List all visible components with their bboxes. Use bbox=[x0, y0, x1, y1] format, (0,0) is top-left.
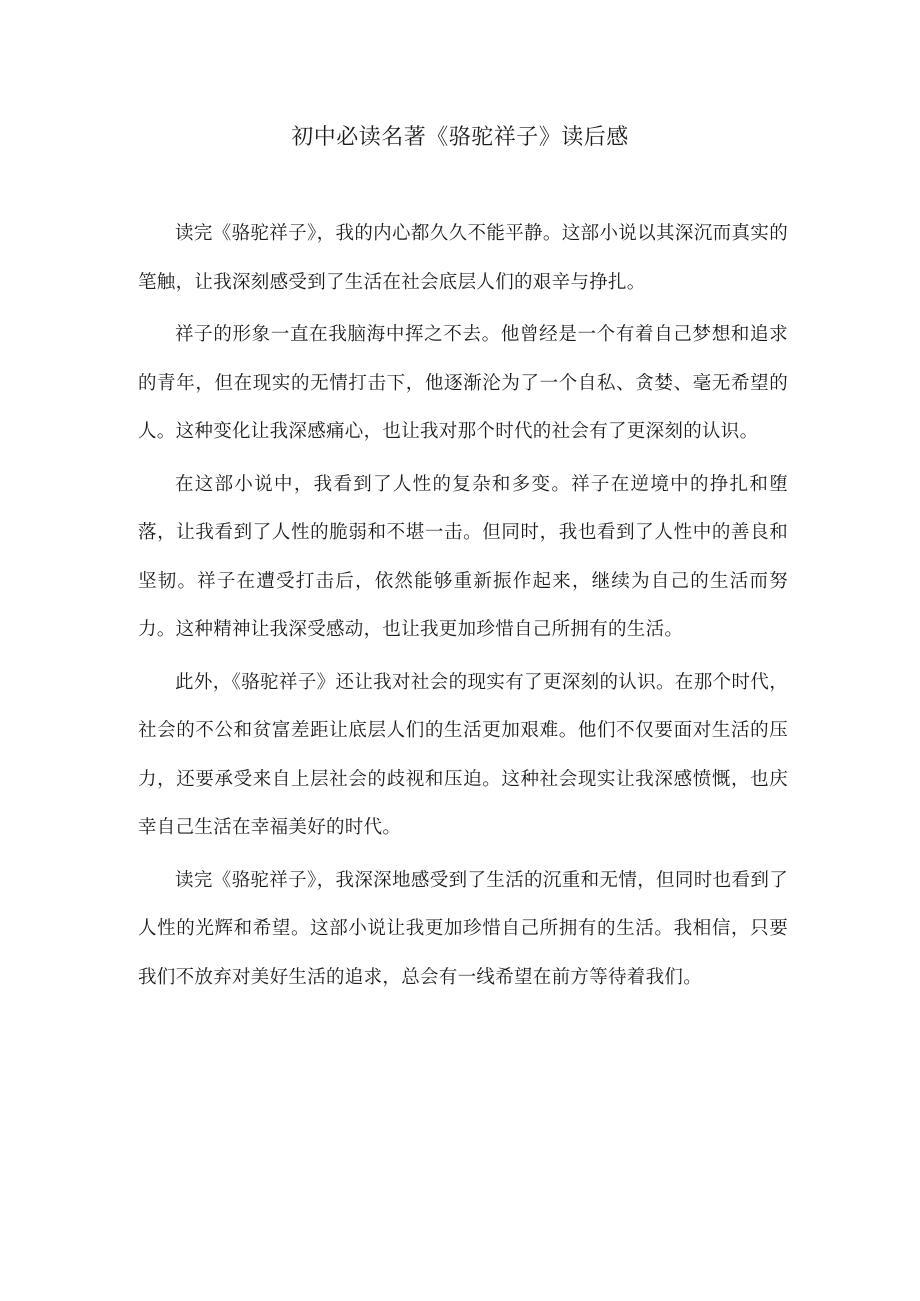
paragraph-3: 在这部小说中，我看到了人性的复杂和多变。祥子在逆境中的挣扎和堕落，让我看到了人性的脆弱和不堪一击。但同时，我也看到了人性中的善良和坚韧。祥子在遭受打击后，依然能够重新振作起来，继续为自己的生活而努力。这种精神让我深受感动，也让我更加珍惜自己所拥有的生活。 bbox=[138, 473, 788, 640]
paragraph-2: 祥子的形象一直在我脑海中挥之不去。他曾经是一个有着自己梦想和追求的青年，但在现实的无情打击下，他逐渐沦为了一个自私、贪婪、毫无希望的人。这种变化让我深感痛心，也让我对那个时代的社会有了更深刻的认识。 bbox=[138, 324, 788, 442]
document-body bbox=[138, 210, 788, 1006]
document-title: 初中必读名著《骆驼祥子》读后感 bbox=[291, 125, 629, 150]
paragraph-1: 读完《骆驼祥子》，我的内心都久久不能平静。这部小说以其深沉而真实的笔触，让我深刻感受到了生活在社会底层人们的艰辛与挣扎。 bbox=[138, 223, 788, 293]
paragraph-4: 此外，《骆驼祥子》还让我对社会的现实有了更深刻的认识。在那个时代，社会的不公和贫富差距让底层人们的生活更加艰难。他们不仅要面对生活的压力，还要承受来自上层社会的歧视和压迫。这种社会现实让我深感愤慨，也庆幸自己生活在幸福美好的时代。 bbox=[138, 671, 788, 838]
paragraph-5: 读完《骆驼祥子》，我深深地感受到了生活的沉重和无情，但同时也看到了人性的光辉和希望。这部小说让我更加珍惜自己所拥有的生活。我相信，只要我们不放弃对美好生活的追求，总会有一线希望在前方等待着我们。 bbox=[138, 869, 788, 988]
